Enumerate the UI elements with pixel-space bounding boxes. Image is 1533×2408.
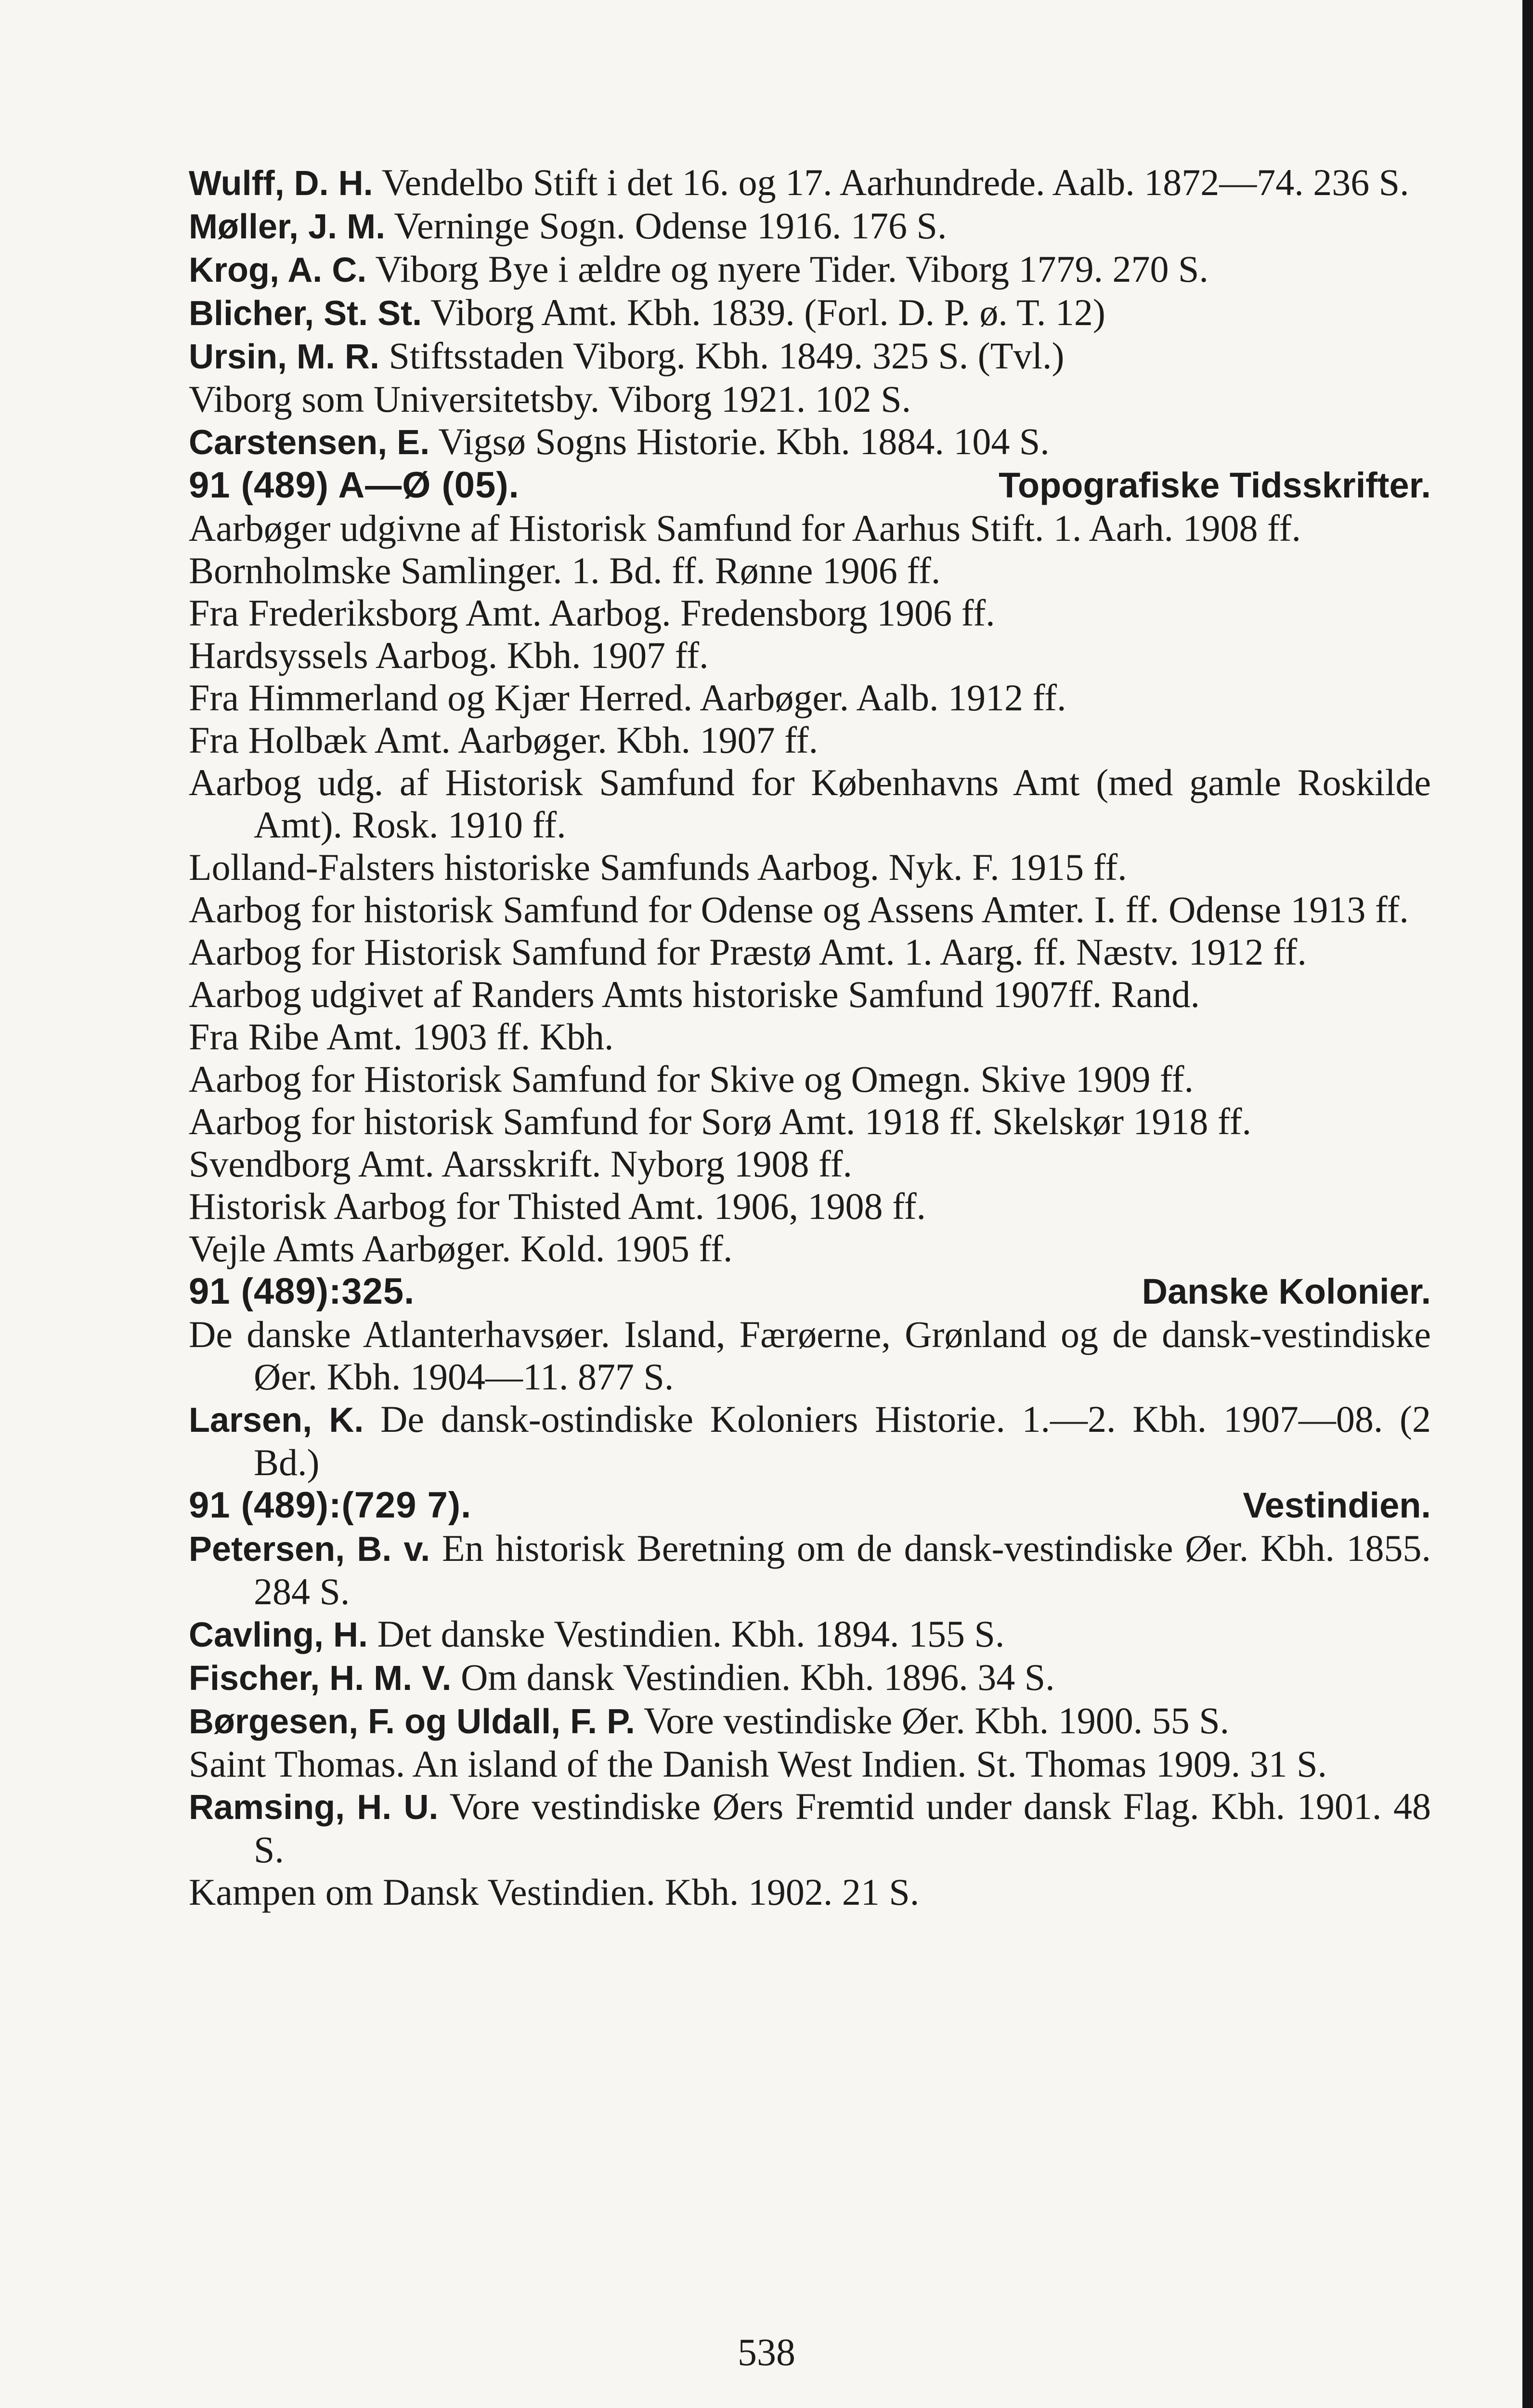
entry-text: Viborg Amt. Kbh. 1839. (Forl. D. P. ø. T. 12) — [430, 291, 1105, 333]
entry-text: De dansk-ostindiske Koloniers Historie. 1.—2. Kbh. 1907—08. (2 Bd.) — [254, 1398, 1431, 1483]
section-title: Topografiske Tidsskrifter. — [999, 465, 1431, 505]
entry-text: Vendelbo Stift i det 16. og 17. Aarhundrede. Aalb. 1872—74. 236 S. — [381, 161, 1409, 203]
bib-entry: Aarbog udg. af Historisk Samfund for Københavns Amt (med gamle Roskilde Amt). Rosk. 1910 ff. — [189, 761, 1431, 846]
entry-text: Vigsø Sogns Historie. Kbh. 1884. 104 S. — [438, 420, 1050, 462]
entry-author: Ramsing, H. U. — [189, 1788, 439, 1827]
bib-entry: Aarbog for historisk Samfund for Sorø Amt. 1918 ff. Skelskør 1918 ff. — [189, 1100, 1251, 1142]
bib-entry — [189, 378, 1431, 420]
entry-text: Kampen om Dansk Vestindien. Kbh. 1902. 21 S. — [189, 1871, 920, 1913]
page-number: 538 — [738, 2331, 795, 2374]
section-code: 91 (489):325. — [189, 1271, 415, 1312]
bib-entry — [189, 1613, 1431, 1656]
bib-entry — [189, 1871, 1431, 1913]
entry-text: Saint Thomas. An island of the Danish West Indien. St. Thomas 1909. 31 S. — [189, 1743, 1327, 1785]
entry-text: Stiftsstaden Viborg. Kbh. 1849. 325 S. (Tvl.) — [389, 335, 1065, 377]
bib-entry: Aarbøger udgivne af Historisk Samfund for Aarhus Stift. 1. Aarh. 1908 ff. — [189, 507, 1301, 549]
section-title: Vestindien. — [1243, 1485, 1431, 1525]
bib-entry: Hardsyssels Aarbog. Kbh. 1907 ff. — [189, 634, 709, 676]
bib-entry: Vejle Amts Aarbøger. Kold. 1905 ff. — [189, 1228, 733, 1269]
bib-entry: Bornholmske Samlinger. 1. Bd. ff. Rønne 1906 ff. — [189, 550, 941, 591]
entry-author: Larsen, K. — [189, 1401, 364, 1440]
entry-text: Vore vestindiske Øers Fremtid under dansk Flag. Kbh. 1901. 48 S. — [254, 1785, 1431, 1871]
entry-text: Om dansk Vestindien. Kbh. 1896. 34 S. — [461, 1656, 1055, 1698]
entry-text: De danske Atlanterhavsøer. Island, Færøerne, Grønland og de dansk-vestindiske Øer. Kbh. 1904—11. 877 S. — [189, 1313, 1431, 1398]
entry-text: Det danske Vestindien. Kbh. 1894. 155 S. — [377, 1613, 1005, 1655]
bib-entry: Fra Himmerland og Kjær Herred. Aarbøger. Aalb. 1912 ff. — [189, 677, 1066, 719]
bib-entry — [189, 1527, 1431, 1613]
section-code: 91 (489):(729 7). — [189, 1485, 472, 1526]
topografiske-list — [189, 507, 1431, 1270]
document-page — [189, 161, 1431, 1913]
bib-entry — [189, 335, 1431, 378]
bib-entry: Lolland-Falsters historiske Samfunds Aarbog. Nyk. F. 1915 ff. — [189, 846, 1127, 888]
entry-author: Cavling, H. — [189, 1616, 368, 1654]
bib-entry: Svendborg Amt. Aarsskrift. Nyborg 1908 ff. — [189, 1143, 852, 1185]
bib-entry — [189, 1656, 1431, 1700]
bib-entry: Aarbog for Historisk Samfund for Skive og Omegn. Skive 1909 ff. — [189, 1058, 1194, 1100]
bib-entry — [189, 420, 1431, 464]
entry-author: Petersen, B. v. — [189, 1530, 430, 1569]
entry-text: Verninge Sogn. Odense 1916. 176 S. — [394, 205, 947, 247]
bib-entry — [189, 1313, 1431, 1398]
entry-text: Vore vestindiske Øer. Kbh. 1900. 55 S. — [643, 1700, 1230, 1741]
bib-entry: Aarbog for Historisk Samfund for Præstø Amt. 1. Aarg. ff. Næstv. 1912 ff. — [189, 931, 1307, 973]
bib-entry — [189, 291, 1431, 335]
section-title: Danske Kolonier. — [1142, 1271, 1431, 1311]
entry-text: Viborg Bye i ældre og nyere Tider. Viborg 1779. 270 S. — [375, 248, 1208, 290]
section-heading-topografiske — [189, 464, 1431, 507]
bib-entry — [189, 161, 1431, 205]
bib-entry — [189, 1700, 1431, 1743]
entry-author: Børgesen, F. og Uldall, F. P. — [189, 1702, 635, 1741]
bib-entry — [189, 205, 1431, 248]
bib-entry: Fra Ribe Amt. 1903 ff. Kbh. — [189, 1016, 614, 1058]
bib-entry: Historisk Aarbog for Thisted Amt. 1906, 1908 ff. — [189, 1185, 926, 1227]
vestindien-list — [189, 1527, 1431, 1913]
entries-top — [189, 161, 1431, 464]
entry-text: Viborg som Universitetsby. Viborg 1921. 102 S. — [189, 378, 911, 420]
entry-text: En historisk Beretning om de dansk-vestindiske Øer. Kbh. 1855. 284 S. — [254, 1527, 1431, 1612]
bib-entry: Fra Frederiksborg Amt. Aarbog. Fredensborg 1906 ff. — [189, 592, 995, 634]
entry-author: Blicher, St. St. — [189, 294, 422, 333]
entry-author: Krog, A. C. — [189, 251, 367, 289]
bib-entry — [189, 1398, 1431, 1484]
section-code: 91 (489) A—Ø (05). — [189, 465, 520, 506]
entry-author: Møller, J. M. — [189, 208, 386, 246]
bib-entry: Fra Holbæk Amt. Aarbøger. Kbh. 1907 ff. — [189, 719, 818, 761]
entry-author: Wulff, D. H. — [189, 164, 373, 203]
bib-entry: Aarbog for historisk Samfund for Odense og Assens Amter. I. ff. Odense 1913 ff. — [189, 889, 1409, 930]
entry-author: Carstensen, E. — [189, 423, 430, 462]
bib-entry — [189, 248, 1431, 291]
entry-author: Fischer, H. M. V. — [189, 1659, 452, 1698]
kolonier-list — [189, 1313, 1431, 1484]
section-heading-vestindien — [189, 1484, 1431, 1527]
bib-entry — [189, 1785, 1431, 1871]
scan-edge — [1522, 0, 1533, 2408]
section-heading-kolonier — [189, 1270, 1431, 1313]
bib-entry: Aarbog udgivet af Randers Amts historiske Samfund 1907ff. Rand. — [189, 973, 1200, 1015]
entry-author: Ursin, M. R. — [189, 338, 380, 376]
bib-entry — [189, 1743, 1431, 1785]
